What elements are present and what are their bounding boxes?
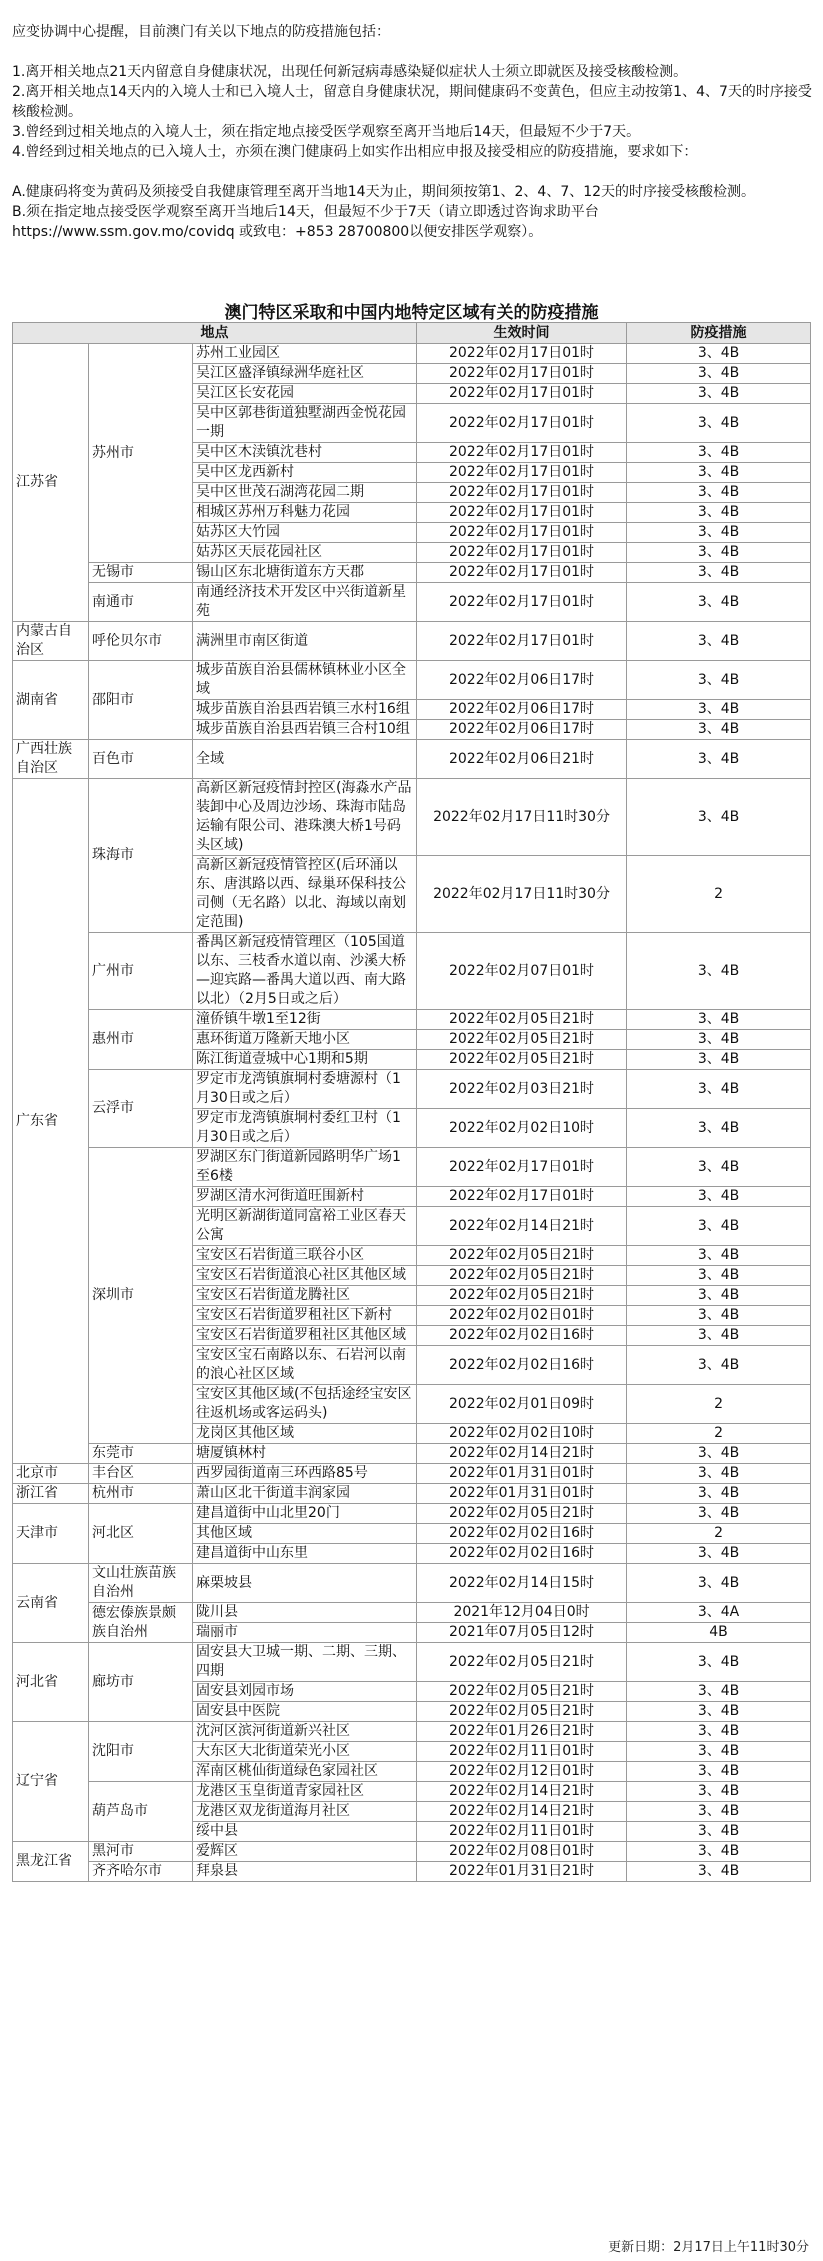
- city-cell: 杭州市: [89, 1484, 193, 1504]
- area-cell: 罗定市龙湾镇旗垌村委塘源村（1月30日或之后）: [193, 1070, 417, 1109]
- area-cell: 吴中区世茂石湖湾花园二期: [193, 483, 417, 503]
- measure-cell: 3、4B: [627, 1822, 811, 1842]
- header-measures: 防疫措施: [627, 323, 811, 344]
- province-cell: 浙江省: [13, 1484, 89, 1504]
- table-row: [13, 563, 811, 583]
- measure-cell: 3、4B: [627, 779, 811, 856]
- area-cell: 龙港区双龙街道海月社区: [193, 1802, 417, 1822]
- area-cell: 宝安区其他区域(不包括途经宝安区往返机场或客运码头): [193, 1385, 417, 1424]
- measure-cell: 3、4B: [627, 1207, 811, 1246]
- city-cell: 黑河市: [89, 1842, 193, 1862]
- measure-cell: 3、4B: [627, 1286, 811, 1306]
- time-cell: 2022年02月01日09时: [417, 1385, 627, 1424]
- time-cell: 2022年02月17日01时: [417, 563, 627, 583]
- area-cell: 宝安区宝石南路以东、石岩河以南的浪心社区区域: [193, 1346, 417, 1385]
- time-cell: 2022年02月17日01时: [417, 1187, 627, 1207]
- time-cell: 2022年02月14日15时: [417, 1564, 627, 1603]
- measure-cell: 3、4B: [627, 1682, 811, 1702]
- area-cell: 光明区新湖街道同富裕工业区春天公寓: [193, 1207, 417, 1246]
- time-cell: 2022年02月17日01时: [417, 483, 627, 503]
- time-cell: 2022年02月17日01时: [417, 463, 627, 483]
- measure-cell: 3、4B: [627, 622, 811, 661]
- time-cell: 2022年02月17日01时: [417, 404, 627, 443]
- time-cell: 2022年02月02日10时: [417, 1109, 627, 1148]
- measure-cell: 3、4B: [627, 1564, 811, 1603]
- measure-cell: 3、4B: [627, 443, 811, 463]
- time-cell: 2022年02月17日11时30分: [417, 779, 627, 856]
- area-cell: 其他区域: [193, 1524, 417, 1544]
- area-cell: 相城区苏州万科魅力花园: [193, 503, 417, 523]
- notice-item-2: 2.离开相关地点14天内的入境人士和已入境人士，留意自身健康状况，期间健康码不变黄色，但应主动按第1、4、7天的时序接受核酸检测。: [12, 84, 812, 120]
- measure-cell: 3、4B: [627, 1266, 811, 1286]
- city-cell: 德宏傣族景颇族自治州: [89, 1603, 193, 1643]
- measure-cell: 3、4B: [627, 543, 811, 563]
- time-cell: 2022年02月02日16时: [417, 1524, 627, 1544]
- time-cell: 2022年01月31日01时: [417, 1464, 627, 1484]
- time-cell: 2022年02月05日21时: [417, 1286, 627, 1306]
- measure-cell: 3、4B: [627, 700, 811, 720]
- measure-cell: 2: [627, 1385, 811, 1424]
- time-cell: 2022年02月14日21时: [417, 1444, 627, 1464]
- city-cell: 河北区: [89, 1504, 193, 1564]
- table-row: [13, 1504, 811, 1524]
- measure-cell: 3、4B: [627, 1762, 811, 1782]
- measure-cell: 3、4B: [627, 1070, 811, 1109]
- time-cell: 2022年02月06日17时: [417, 700, 627, 720]
- area-cell: 罗湖区东门街道新园路明华广场1至6楼: [193, 1148, 417, 1187]
- time-cell: 2022年02月17日01时: [417, 503, 627, 523]
- header-location: 地点: [13, 323, 417, 344]
- area-cell: 吴中区木渎镇沈巷村: [193, 443, 417, 463]
- table-row: [13, 1722, 811, 1742]
- province-cell: 北京市: [13, 1464, 89, 1484]
- measure-cell: 3、4A: [627, 1603, 811, 1623]
- time-cell: 2022年01月26日21时: [417, 1722, 627, 1742]
- measure-cell: 3、4B: [627, 344, 811, 364]
- measure-cell: 3、4B: [627, 1148, 811, 1187]
- city-cell: 廊坊市: [89, 1643, 193, 1722]
- time-cell: 2022年02月05日21时: [417, 1010, 627, 1030]
- province-cell: 河北省: [13, 1643, 89, 1722]
- area-cell: 高新区新冠疫情封控区(海淼水产品装卸中心及周边沙场、珠海市陆岛运输有限公司、港珠澳大桥1号码头区域): [193, 779, 417, 856]
- area-cell: 西罗园街道南三环西路85号: [193, 1464, 417, 1484]
- measure-cell: 3、4B: [627, 1010, 811, 1030]
- area-cell: 拜泉县: [193, 1862, 417, 1882]
- measure-cell: 2: [627, 1424, 811, 1444]
- time-cell: 2022年02月07日01时: [417, 933, 627, 1010]
- city-cell: 珠海市: [89, 779, 193, 933]
- area-cell: 陇川县: [193, 1603, 417, 1623]
- city-cell: 无锡市: [89, 563, 193, 583]
- measure-cell: 3、4B: [627, 463, 811, 483]
- table-row: [13, 1148, 811, 1187]
- area-cell: 番禺区新冠疫情管理区（105国道以东、三枝香水道以南、沙溪大桥—迎宾路—番禺大道以西、南大路以北）（2月5日或之后）: [193, 933, 417, 1010]
- time-cell: 2022年02月17日01时: [417, 384, 627, 404]
- time-cell: 2022年02月05日21时: [417, 1643, 627, 1682]
- measure-cell: 3、4B: [627, 1187, 811, 1207]
- area-cell: 全域: [193, 740, 417, 779]
- area-cell: 苏州工业园区: [193, 344, 417, 364]
- update-time: 更新日期：2月17日上午11时30分: [608, 2240, 809, 2255]
- city-cell: 呼伦贝尔市: [89, 622, 193, 661]
- measure-cell: 3、4B: [627, 1544, 811, 1564]
- area-cell: 塘厦镇林村: [193, 1444, 417, 1464]
- notice-subitem-a: A.健康码将变为黄码及须接受自我健康管理至离开当地14天为止，期间须按第1、2、4、7、12天的时序接受核酸检测。: [12, 184, 756, 200]
- area-cell: 浑南区桃仙街道绿色家园社区: [193, 1762, 417, 1782]
- time-cell: 2022年02月11日01时: [417, 1822, 627, 1842]
- measure-cell: 3、4B: [627, 1109, 811, 1148]
- time-cell: 2022年02月17日11时30分: [417, 856, 627, 933]
- area-cell: 固安县大卫城一期、二期、三期、四期: [193, 1643, 417, 1682]
- measure-cell: 3、4B: [627, 1484, 811, 1504]
- time-cell: 2022年02月17日01时: [417, 344, 627, 364]
- area-cell: 吴江区长安花园: [193, 384, 417, 404]
- city-cell: 惠州市: [89, 1010, 193, 1070]
- measure-cell: 3、4B: [627, 933, 811, 1010]
- measure-cell: 3、4B: [627, 1030, 811, 1050]
- area-cell: 建昌道街中山东里: [193, 1544, 417, 1564]
- measure-cell: 3、4B: [627, 1464, 811, 1484]
- measure-cell: 3、4B: [627, 1306, 811, 1326]
- time-cell: 2022年02月06日17时: [417, 661, 627, 700]
- time-cell: 2022年02月11日01时: [417, 1742, 627, 1762]
- city-cell: 百色市: [89, 740, 193, 779]
- time-cell: 2022年02月05日21时: [417, 1682, 627, 1702]
- measure-cell: 3、4B: [627, 583, 811, 622]
- province-cell: 云南省: [13, 1564, 89, 1643]
- time-cell: 2022年02月05日21时: [417, 1030, 627, 1050]
- measure-cell: 3、4B: [627, 1842, 811, 1862]
- city-cell: 苏州市: [89, 344, 193, 563]
- table-row: [13, 740, 811, 779]
- city-cell: 南通市: [89, 583, 193, 622]
- time-cell: 2022年02月05日21时: [417, 1246, 627, 1266]
- time-cell: 2022年02月05日21时: [417, 1702, 627, 1722]
- time-cell: 2022年02月17日01时: [417, 543, 627, 563]
- city-cell: 云浮市: [89, 1070, 193, 1148]
- header-effective-time: 生效时间: [417, 323, 627, 344]
- table-row: [13, 622, 811, 661]
- time-cell: 2022年02月02日16时: [417, 1346, 627, 1385]
- measure-cell: 3、4B: [627, 404, 811, 443]
- measure-cell: 3、4B: [627, 1702, 811, 1722]
- measure-cell: 3、4B: [627, 384, 811, 404]
- area-cell: 萧山区北干街道丰润家园: [193, 1484, 417, 1504]
- area-cell: 潼侨镇牛墩1至12街: [193, 1010, 417, 1030]
- time-cell: 2022年02月05日21时: [417, 1266, 627, 1286]
- time-cell: 2022年01月31日21时: [417, 1862, 627, 1882]
- area-cell: 满洲里市南区街道: [193, 622, 417, 661]
- measure-cell: 3、4B: [627, 720, 811, 740]
- area-cell: 宝安区石岩街道浪心社区其他区域: [193, 1266, 417, 1286]
- measure-cell: 3、4B: [627, 1742, 811, 1762]
- area-cell: 宝安区石岩街道罗租社区其他区域: [193, 1326, 417, 1346]
- notice-subitem-b: B.须在指定地点接受医学观察至离开当地后14天，但最短不少于7天（请立即透过咨询求助平台https://www.ssm.gov.mo/covidq 或致电：+853 28700800以便安排医学观察）。: [12, 204, 599, 240]
- table-row: [13, 661, 811, 700]
- table-row: [13, 583, 811, 622]
- time-cell: 2022年01月31日01时: [417, 1484, 627, 1504]
- province-cell: 广东省: [13, 779, 89, 1464]
- area-cell: 吴中区龙西新村: [193, 463, 417, 483]
- time-cell: 2022年02月12日01时: [417, 1762, 627, 1782]
- table-row: [13, 344, 811, 364]
- city-cell: 葫芦岛市: [89, 1782, 193, 1842]
- measures-table: [12, 322, 811, 1882]
- measure-cell: 3、4B: [627, 483, 811, 503]
- city-cell: 丰台区: [89, 1464, 193, 1484]
- province-cell: 内蒙古自治区: [13, 622, 89, 661]
- measure-cell: 3、4B: [627, 1504, 811, 1524]
- measure-cell: 3、4B: [627, 563, 811, 583]
- time-cell: 2022年02月14日21时: [417, 1802, 627, 1822]
- measure-cell: 3、4B: [627, 503, 811, 523]
- table-row: [13, 1782, 811, 1802]
- time-cell: 2022年02月17日01时: [417, 443, 627, 463]
- area-cell: 宝安区石岩街道三联谷小区: [193, 1246, 417, 1266]
- area-cell: 姑苏区天辰花园社区: [193, 543, 417, 563]
- province-cell: 黑龙江省: [13, 1842, 89, 1882]
- area-cell: 麻栗坡县: [193, 1564, 417, 1603]
- table-row: [13, 1484, 811, 1504]
- table-body: [13, 344, 811, 1882]
- table-row: [13, 1444, 811, 1464]
- province-cell: 辽宁省: [13, 1722, 89, 1842]
- table-row: [13, 1643, 811, 1682]
- area-cell: 宝安区石岩街道罗租社区下新村: [193, 1306, 417, 1326]
- table-row: [13, 1842, 811, 1862]
- time-cell: 2022年02月06日21时: [417, 740, 627, 779]
- area-cell: 爱辉区: [193, 1842, 417, 1862]
- area-cell: 建昌道街中山北里20门: [193, 1504, 417, 1524]
- time-cell: 2022年02月14日21时: [417, 1782, 627, 1802]
- city-cell: 文山壮族苗族自治州: [89, 1564, 193, 1603]
- table-header-row: [13, 323, 811, 344]
- area-cell: 高新区新冠疫情管控区(后环涌以东、唐淇路以西、绿巢环保科技公司侧（无名路）以北、海域以南划定范围): [193, 856, 417, 933]
- time-cell: 2022年02月06日17时: [417, 720, 627, 740]
- measure-cell: 3、4B: [627, 523, 811, 543]
- time-cell: 2022年02月05日21时: [417, 1050, 627, 1070]
- time-cell: 2022年02月05日21时: [417, 1504, 627, 1524]
- province-cell: 广西壮族自治区: [13, 740, 89, 779]
- notice-item-3: 3.曾经到过相关地点的入境人士，须在指定地点接受医学观察至离开当地后14天，但最短不少于7天。: [12, 124, 641, 140]
- area-cell: 锡山区东北塘街道东方天郡: [193, 563, 417, 583]
- area-cell: 龙岗区其他区域: [193, 1424, 417, 1444]
- area-cell: 大东区大北街道荣光小区: [193, 1742, 417, 1762]
- area-cell: 罗定市龙湾镇旗垌村委红卫村（1月30日或之后）: [193, 1109, 417, 1148]
- time-cell: 2022年02月02日01时: [417, 1306, 627, 1326]
- table-row: [13, 933, 811, 1010]
- measure-cell: 3、4B: [627, 1246, 811, 1266]
- measure-cell: 4B: [627, 1623, 811, 1643]
- area-cell: 惠环街道万隆新天地小区: [193, 1030, 417, 1050]
- area-cell: 固安县刘园市场: [193, 1682, 417, 1702]
- measure-cell: 3、4B: [627, 1326, 811, 1346]
- measure-cell: 3、4B: [627, 1722, 811, 1742]
- notice-intro: 应变协调中心提醒，目前澳门有关以下地点的防疫措施包括：: [12, 24, 390, 40]
- table-title: 澳门特区采取和中国内地特定区域有关的防疫措施: [224, 303, 599, 323]
- time-cell: 2021年12月04日0时: [417, 1603, 627, 1623]
- province-cell: 湖南省: [13, 661, 89, 740]
- notice-block: [12, 22, 812, 242]
- time-cell: 2022年02月03日21时: [417, 1070, 627, 1109]
- measure-cell: 3、4B: [627, 661, 811, 700]
- table-row: [13, 1464, 811, 1484]
- area-cell: 南通经济技术开发区中兴街道新星苑: [193, 583, 417, 622]
- time-cell: 2022年02月17日01时: [417, 622, 627, 661]
- measure-cell: 3、4B: [627, 1862, 811, 1882]
- city-cell: 广州市: [89, 933, 193, 1010]
- measure-cell: 3、4B: [627, 1346, 811, 1385]
- measure-cell: 3、4B: [627, 364, 811, 384]
- measure-cell: 2: [627, 1524, 811, 1544]
- notice-item-4: 4.曾经到过相关地点的已入境人士，亦须在澳门健康码上如实作出相应申报及接受相应的防疫措施，要求如下：: [12, 144, 698, 160]
- area-cell: 龙港区玉皇街道青家园社区: [193, 1782, 417, 1802]
- time-cell: 2022年02月14日21时: [417, 1207, 627, 1246]
- measure-cell: 3、4B: [627, 740, 811, 779]
- area-cell: 固安县中医院: [193, 1702, 417, 1722]
- time-cell: 2022年02月17日01时: [417, 1148, 627, 1187]
- measure-cell: 3、4B: [627, 1782, 811, 1802]
- area-cell: 绥中县: [193, 1822, 417, 1842]
- measure-cell: 3、4B: [627, 1444, 811, 1464]
- table-row: [13, 1862, 811, 1882]
- time-cell: 2022年02月17日01时: [417, 523, 627, 543]
- measure-cell: 3、4B: [627, 1643, 811, 1682]
- area-cell: 罗湖区清水河街道旺围新村: [193, 1187, 417, 1207]
- measure-cell: 3、4B: [627, 1050, 811, 1070]
- city-cell: 邵阳市: [89, 661, 193, 740]
- area-cell: 沈河区滨河街道新兴社区: [193, 1722, 417, 1742]
- table-row: [13, 1564, 811, 1603]
- notice-item-1: 1.离开相关地点21天内留意自身健康状况，出现任何新冠病毒感染疑似症状人士须立即就医及接受核酸检测。: [12, 64, 688, 80]
- province-cell: 江苏省: [13, 344, 89, 622]
- area-cell: 城步苗族自治县西岩镇三水村16组: [193, 700, 417, 720]
- area-cell: 吴中区郭巷街道独墅湖西金悦花园一期: [193, 404, 417, 443]
- table-row: [13, 1070, 811, 1109]
- table-row: [13, 1010, 811, 1030]
- city-cell: 深圳市: [89, 1148, 193, 1444]
- city-cell: 东莞市: [89, 1444, 193, 1464]
- city-cell: 齐齐哈尔市: [89, 1862, 193, 1882]
- time-cell: 2022年02月02日10时: [417, 1424, 627, 1444]
- time-cell: 2022年02月17日01时: [417, 583, 627, 622]
- measure-cell: 2: [627, 856, 811, 933]
- time-cell: 2022年02月02日16时: [417, 1544, 627, 1564]
- area-cell: 陈江街道壹城中心1期和5期: [193, 1050, 417, 1070]
- area-cell: 吴江区盛泽镇绿洲华庭社区: [193, 364, 417, 384]
- area-cell: 瑞丽市: [193, 1623, 417, 1643]
- area-cell: 城步苗族自治县西岩镇三合村10组: [193, 720, 417, 740]
- table-row: [13, 779, 811, 856]
- time-cell: 2022年02月17日01时: [417, 364, 627, 384]
- time-cell: 2022年02月08日01时: [417, 1842, 627, 1862]
- area-cell: 城步苗族自治县儒林镇林业小区全域: [193, 661, 417, 700]
- city-cell: 沈阳市: [89, 1722, 193, 1782]
- area-cell: 姑苏区大竹园: [193, 523, 417, 543]
- area-cell: 宝安区石岩街道龙腾社区: [193, 1286, 417, 1306]
- time-cell: 2021年07月05日12时: [417, 1623, 627, 1643]
- table-row: [13, 1603, 811, 1623]
- time-cell: 2022年02月02日16时: [417, 1326, 627, 1346]
- province-cell: 天津市: [13, 1504, 89, 1564]
- measure-cell: 3、4B: [627, 1802, 811, 1822]
